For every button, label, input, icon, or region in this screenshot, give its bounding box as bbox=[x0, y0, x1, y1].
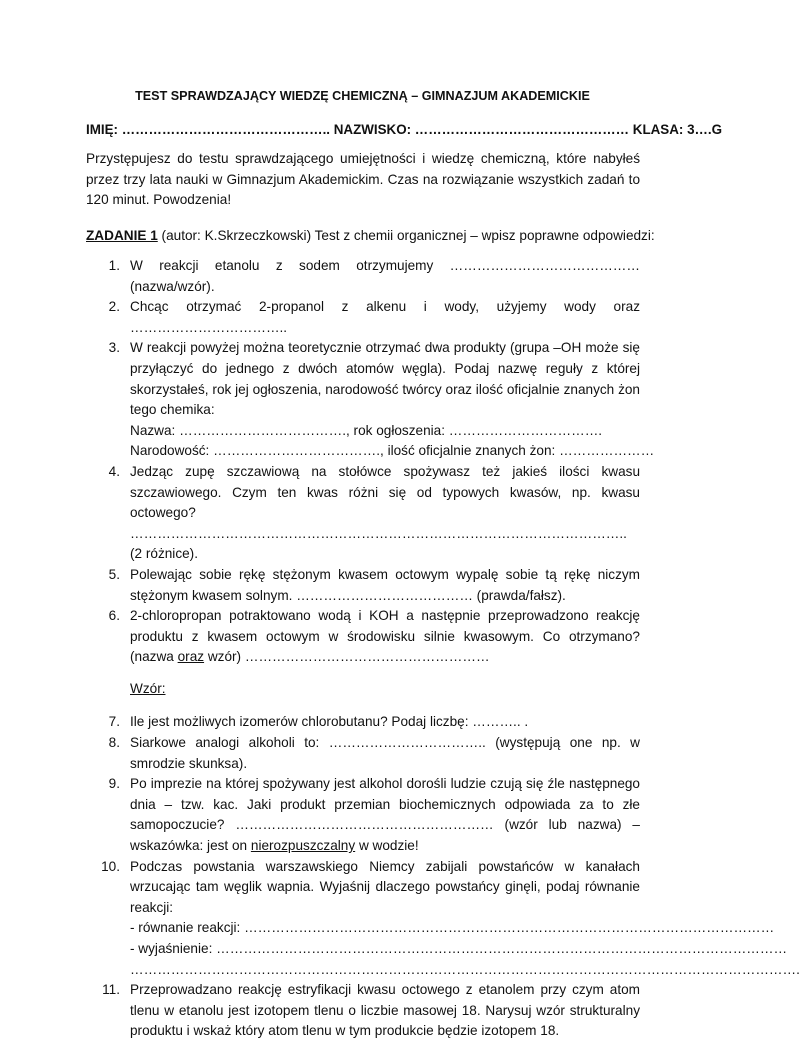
student-info-line: IMIĘ: ……………………………………….. NAZWISKO: ………………………………………… KLASA: 3….G bbox=[86, 122, 723, 137]
question-item bbox=[86, 565, 640, 606]
question-item bbox=[86, 712, 640, 733]
question-item bbox=[86, 774, 640, 856]
question-number: 6. bbox=[108, 608, 120, 624]
question-text: Po imprezie na której spożywany jest alkohol dorośli ludzie czują się źle następnego dnia – tzw. kac. Jaki produkt przemian biochemicznych odpowiada za to złe samopoczucie? ………………………………………………… (wzór lub nazwa) – wskazówka: jest on bbox=[130, 776, 640, 854]
question-item bbox=[86, 338, 655, 462]
question-number: 1. bbox=[108, 258, 120, 273]
question-number: 5. bbox=[108, 566, 120, 582]
answer-line-explanation: - wyjaśnienie: ……………………………………………………………………………………………………………… bbox=[130, 941, 788, 956]
question-list bbox=[86, 256, 800, 1042]
question-text: Polewając sobie rękę stężonym kwasem octowym wypalę sobie tą rękę niczym stężonym kwasem solnym. ………………………………… (prawda/fałsz). bbox=[130, 566, 640, 603]
question-text: 2-chloropropan potraktowano wodą i KOH a następnie przeprowadzono reakcję produktu z kwasem octowym w środowisku silnie kwasowym. Co otrzymano? (nazwa bbox=[130, 608, 640, 665]
question-number: 4. bbox=[108, 463, 120, 479]
question-number: 7. bbox=[108, 714, 120, 730]
question-text: W reakcji powyżej można teoretycznie otrzymać dwa produkty (grupa –OH może się przyłączyć do jednego z dwóch atomów węgla). Podaj nazwę reguły z której skorzystałeś, rok jej ogłoszenia, narodowość twórcy oraz ilość oficjalnie znanych żon tego chemika: bbox=[130, 340, 640, 418]
task-label: ZADANIE 1 bbox=[86, 228, 158, 243]
question-number: 10. bbox=[101, 858, 120, 874]
task-heading bbox=[86, 226, 655, 247]
question-number: 11. bbox=[102, 982, 120, 998]
intro-paragraph: Przystępujesz do testu sprawdzającego umiejętności i wiedzę chemiczną, które nabyłeś przez trzy lata nauki w Gimnazjum Akademickim. Czas na rozwiązanie wszystkich zadań to 120 minut. Powodzenia! bbox=[86, 151, 640, 208]
question-item bbox=[86, 980, 640, 1042]
document-title: TEST SPRAWDZAJĄCY WIEDZĘ CHEMICZNĄ – GIMNAZJUM AKADEMICKIE bbox=[135, 89, 590, 103]
question-number: 3. bbox=[108, 340, 120, 356]
answer-line-equation: - równanie reakcji: ……………………………………………………………………………………………………… bbox=[130, 920, 775, 936]
question-text: Podczas powstania warszawskiego Niemcy zabijali powstańców w kanałach wrzucając tam węglik wapnia. Wyjaśnij dlaczego powstańcy ginęli, podaj równanie reakcji: bbox=[130, 858, 640, 915]
question-item bbox=[86, 857, 800, 981]
question-item bbox=[86, 733, 640, 774]
question-text: Przeprowadzano reakcję estryfikacji kwasu octowego z etanolem przy czym atom tlenu w etanolu jest izotopem tlenu o liczbie masowej 18. Narysuj wzór strukturalny produktu i wskaż który atom tlenu w tym produkcie będzie izotopem 18. bbox=[130, 982, 640, 1039]
question-text-end: w wodzie! bbox=[355, 838, 419, 854]
question-number: 9. bbox=[108, 776, 120, 792]
question-text: Ile jest możliwych izomerów chlorobutanu? Podaj liczbę: ……….. . bbox=[130, 714, 529, 730]
answer-line-nationality-wives: Narodowość: ………………………………., ilość oficjalnie znanych żon: ………………… bbox=[130, 443, 655, 459]
underlined-word: nierozpuszczalny bbox=[250, 838, 356, 854]
question-text: Jedząc zupę szczawiową na stołówce spożywasz też jakieś ilości kwasu szczawiowego. Czym ten kwas różni się od typowych kwasów, np. kwasu octowego? ……………………………………………………………………………………………….. (2 różnice). bbox=[130, 463, 640, 562]
underlined-word: oraz bbox=[177, 649, 205, 665]
question-number: 2. bbox=[108, 299, 120, 315]
question-text: Siarkowe analogi alkoholi to: …………………………….. (występują one np. w smrodzie skunksa). bbox=[130, 735, 640, 771]
question-text: W reakcji etanolu z sodem otrzymujemy …………………………………… (nazwa/wzór). bbox=[130, 258, 640, 294]
question-text-end: wzór) ……………………………………………… bbox=[204, 649, 490, 665]
question-item bbox=[86, 297, 640, 338]
question-item bbox=[86, 606, 640, 699]
question-number: 8. bbox=[108, 735, 120, 751]
question-item bbox=[86, 256, 640, 297]
formula-label: Wzór: bbox=[130, 680, 166, 696]
task-text: (autor: K.Skrzeczkowski) Test z chemii organicznej – wpisz poprawne odpowiedzi: bbox=[157, 228, 655, 243]
question-item bbox=[86, 462, 640, 565]
answer-line-continuation: …………………………………………………………………………………………………………………………………. bbox=[130, 961, 800, 977]
question-text: Chcąc otrzymać 2-propanol z alkenu i wody, użyjemy wody oraz …………………………….. bbox=[130, 299, 640, 335]
answer-line-name-year: Nazwa: ………………………………., rok ogłoszenia: ……………………………. bbox=[130, 422, 603, 438]
